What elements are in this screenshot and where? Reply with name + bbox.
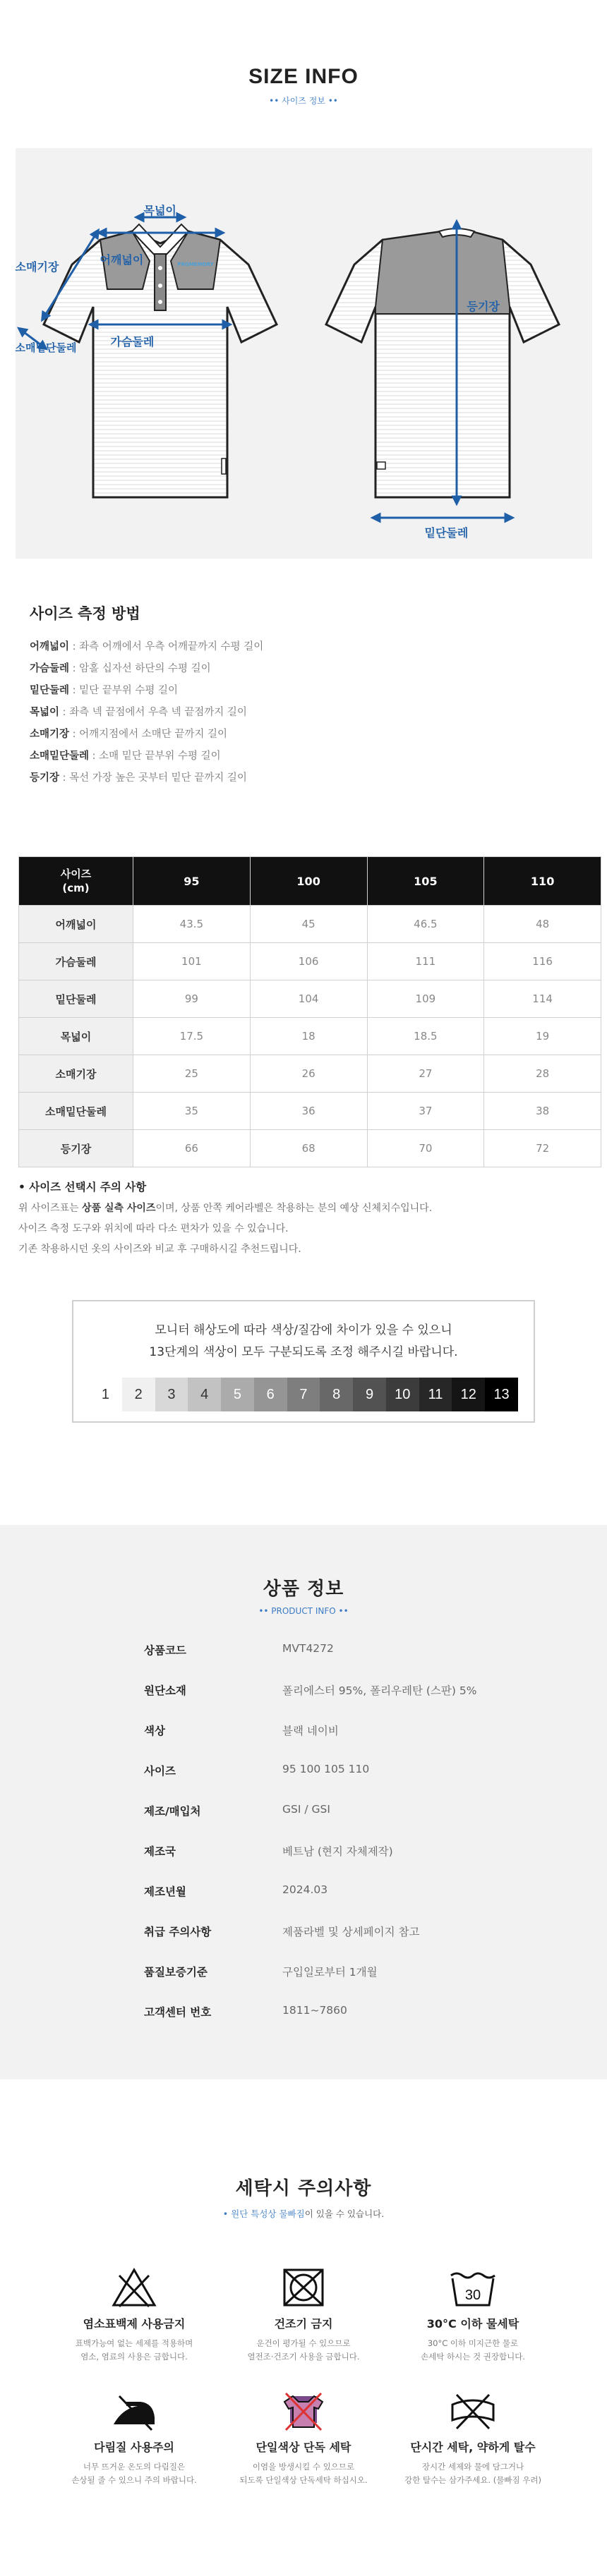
row-header: 소매기장 xyxy=(19,1055,133,1093)
table-row xyxy=(19,1130,601,1167)
corner-label: 사이즈 xyxy=(60,868,92,880)
product-info-value: 블랙 네이비 xyxy=(282,1725,339,1737)
notes-line-1-pre: 위 사이즈표는 xyxy=(18,1203,83,1214)
label-sleeve-hem: 소매밑단둘레 xyxy=(15,341,77,354)
table-cell: 70 xyxy=(367,1130,484,1167)
table-cell: 38 xyxy=(484,1093,601,1130)
care-sub-bullet: • xyxy=(222,2209,232,2219)
care-desc-line: 열전조·건조기 사용을 금합니다. xyxy=(247,2352,360,2362)
table-cell: 48 xyxy=(484,906,601,943)
care-desc-line: 되도록 단일색상 단독세탁 하십시오. xyxy=(239,2475,368,2485)
size-info-header xyxy=(0,0,607,148)
care-item-desc xyxy=(219,2460,388,2487)
table-cell: 66 xyxy=(133,1130,251,1167)
table-cell: 99 xyxy=(133,980,251,1018)
care-desc-line: 손세탁 하시는 것 권장합니다. xyxy=(421,2352,525,2362)
method-desc: : 어깨지점에서 소매단 끝까지 길이 xyxy=(69,729,228,740)
wash-temp-label: 30 xyxy=(464,2288,481,2303)
product-info-value: 제품라벨 및 상세페이지 참고 xyxy=(282,1926,420,1938)
label-neck: 목넓이 xyxy=(143,204,176,217)
corner-unit: (cm) xyxy=(62,882,90,894)
method-list xyxy=(30,636,607,789)
product-info-list xyxy=(144,1642,476,2044)
care-sub-highlight: 원단 특성상 물빠짐 xyxy=(231,2209,305,2219)
table-cell: 26 xyxy=(250,1055,367,1093)
table-cell: 25 xyxy=(133,1055,251,1093)
gray-swatch: 11 xyxy=(419,1378,452,1411)
table-row xyxy=(19,906,601,943)
table-cell: 18 xyxy=(250,1018,367,1055)
gray-swatch: 7 xyxy=(287,1378,320,1411)
method-row xyxy=(30,680,607,702)
care-item-title: 30°C 이하 물세탁 xyxy=(426,2317,519,2331)
gray-swatch: 10 xyxy=(386,1378,419,1411)
size-info-subtitle: •• 사이즈 정보 •• xyxy=(269,96,338,106)
gray-swatch: 12 xyxy=(452,1378,485,1411)
product-info-value: MVT4272 xyxy=(282,1642,334,1655)
care-item xyxy=(49,2266,219,2364)
method-desc: : 밑단 끝부위 수평 길이 xyxy=(69,685,179,696)
product-info-key: 사이즈 xyxy=(144,1765,176,1778)
care-icons-grid xyxy=(49,2266,558,2487)
product-info-row xyxy=(144,1843,476,1883)
gray-swatch: 1 xyxy=(89,1378,122,1411)
back-shirt xyxy=(326,229,559,497)
product-info-row xyxy=(144,1763,476,1803)
method-row xyxy=(30,767,607,789)
gentle-wash-icon xyxy=(388,2389,558,2433)
care-desc-line: 운건이 평가될 수 있으므로 xyxy=(256,2338,351,2348)
product-info-value: 베트남 (현지 자체제작) xyxy=(282,1845,393,1858)
care-item-title: 염소표백제 사용금지 xyxy=(83,2317,186,2331)
table-row xyxy=(19,1055,601,1093)
size-col-header: 95 xyxy=(133,857,251,906)
method-row xyxy=(30,658,607,680)
product-info-value: 95 100 105 110 xyxy=(282,1763,370,1775)
care-desc-line: 염소, 염료의 사용은 금합니다. xyxy=(80,2352,188,2362)
label-hem: 밑단둘레 xyxy=(424,526,469,540)
care-desc-line: 손상될 줄 수 있으니 주의 바랍니다. xyxy=(71,2475,197,2485)
table-cell: 72 xyxy=(484,1130,601,1167)
method-desc: : 암홀 십자선 하단의 수평 길이 xyxy=(69,663,211,674)
product-info-key: 색상 xyxy=(144,1725,165,1737)
product-info-row xyxy=(144,1642,476,1682)
table-cell: 35 xyxy=(133,1093,251,1130)
care-item xyxy=(219,2266,388,2364)
care-item-title: 단일색상 단독 세탁 xyxy=(256,2441,351,2454)
care-item xyxy=(388,2389,558,2487)
care-item-desc xyxy=(49,2460,219,2487)
care-desc-line: 강한 탈수는 삼가주세요. (물빠짐 우려) xyxy=(404,2475,541,2485)
product-info-key: 취급 주의사항 xyxy=(144,1926,212,1938)
shirt-diagram-illustration xyxy=(16,148,592,559)
product-info-row xyxy=(144,1964,476,2004)
monitor-line-2: 13단계의 색상이 모두 구분되도록 조정 해주시길 바랍니다. xyxy=(149,1345,458,1359)
product-info-section xyxy=(0,1525,607,2079)
care-item-title: 건조기 금지 xyxy=(274,2317,333,2331)
product-info-row xyxy=(144,1883,476,1924)
row-header: 목넓이 xyxy=(19,1018,133,1055)
product-info-key: 상품코드 xyxy=(144,1644,186,1657)
table-cell: 106 xyxy=(250,943,367,980)
table-row xyxy=(19,943,601,980)
label-sleeve-length: 소매기장 xyxy=(15,260,59,274)
product-info-value: 폴리에스터 95%, 폴리우레탄 (스판) 5% xyxy=(282,1684,477,1697)
care-item-desc xyxy=(388,2460,558,2487)
notes-line-1 xyxy=(18,1198,607,1219)
method-term: 소매기장 xyxy=(30,729,70,740)
method-term: 어깨넓이 xyxy=(30,641,70,652)
table-cell: 46.5 xyxy=(367,906,484,943)
care-subtitle xyxy=(0,2207,607,2220)
notes-line-3: 기존 착용하시던 옷의 사이즈와 비교 후 구매하시길 추천드립니다. xyxy=(18,1244,301,1255)
row-header: 등기장 xyxy=(19,1130,133,1167)
table-cell: 104 xyxy=(250,980,367,1018)
brand-text: PROMEMORY xyxy=(177,262,214,267)
size-notes xyxy=(0,1167,607,1300)
product-info-row xyxy=(144,1682,476,1723)
care-item-desc xyxy=(49,2337,219,2364)
table-cell: 36 xyxy=(250,1093,367,1130)
care-item xyxy=(49,2389,219,2487)
product-info-row xyxy=(144,1803,476,1843)
product-info-value: 1811~7860 xyxy=(282,2004,347,2017)
method-desc: : 좌측 어깨에서 우측 어깨끝까지 수평 길이 xyxy=(69,641,264,652)
care-item xyxy=(219,2389,388,2487)
front-shirt xyxy=(44,224,277,497)
notes-title: • 사이즈 선택시 주의 사항 xyxy=(18,1181,147,1193)
method-desc: : 좌측 넥 끝점에서 우측 넥 끝점까지 길이 xyxy=(59,707,247,718)
method-term: 소매밑단둘레 xyxy=(30,751,90,762)
size-col-header: 110 xyxy=(484,857,601,906)
notes-line-2: 사이즈 측정 도구와 위치에 따라 다소 편차가 있을 수 있습니다. xyxy=(18,1223,289,1234)
care-item-title: 단시간 세탁, 약하게 탈수 xyxy=(410,2441,536,2454)
table-cell: 111 xyxy=(367,943,484,980)
method-row xyxy=(30,746,607,767)
table-cell: 45 xyxy=(250,906,367,943)
table-cell: 116 xyxy=(484,943,601,980)
gray-scale-swatches xyxy=(89,1378,518,1411)
row-header: 밑단둘레 xyxy=(19,980,133,1018)
product-info-row xyxy=(144,2004,476,2044)
method-term: 목넓이 xyxy=(30,707,60,718)
label-length: 등기장 xyxy=(467,300,500,313)
care-desc-line: 표백가능여 없는 세제를 적용하며 xyxy=(75,2338,193,2348)
care-item-title: 다림질 사용주의 xyxy=(94,2441,174,2454)
table-row xyxy=(19,1018,601,1055)
size-col-header: 100 xyxy=(250,857,367,906)
row-header: 어깨넓이 xyxy=(19,906,133,943)
gray-swatch: 6 xyxy=(254,1378,287,1411)
notes-line-1-bold: 상품 실측 사이즈 xyxy=(82,1203,156,1214)
product-info-value: GSI / GSI xyxy=(282,1803,330,1816)
product-info-row xyxy=(144,1924,476,1964)
care-item xyxy=(388,2266,558,2364)
wash-30-icon xyxy=(388,2266,558,2309)
table-cell: 27 xyxy=(367,1055,484,1093)
care-desc-line: 장시간 세제와 물에 담그거나 xyxy=(421,2462,524,2472)
method-term: 가슴둘레 xyxy=(30,663,70,674)
size-diagram xyxy=(16,148,592,559)
row-header: 가슴둘레 xyxy=(19,943,133,980)
table-cell: 109 xyxy=(367,980,484,1018)
notes-line-1-post: 이며, 상품 안쪽 케어라벨은 착용하는 분의 예상 신체치수입니다. xyxy=(155,1203,433,1214)
table-cell: 68 xyxy=(250,1130,367,1167)
product-info-key: 원단소재 xyxy=(144,1684,186,1697)
table-row xyxy=(19,1093,601,1130)
method-row xyxy=(30,724,607,746)
product-info-title: 상품 정보 xyxy=(263,1579,344,1600)
iron-caution-icon xyxy=(49,2389,219,2433)
product-info-key: 제조/매입처 xyxy=(144,1805,201,1818)
method-term: 등기장 xyxy=(30,772,60,784)
product-info-key: 제조국 xyxy=(144,1845,176,1858)
method-desc: : 목선 가장 높은 곳부터 밑단 끝까지 길이 xyxy=(59,772,247,784)
row-header: 소매밑단둘레 xyxy=(19,1093,133,1130)
table-cell: 101 xyxy=(133,943,251,980)
no-bleach-icon xyxy=(49,2266,219,2309)
table-cell: 18.5 xyxy=(367,1018,484,1055)
table-cell: 43.5 xyxy=(133,906,251,943)
size-info-title: SIZE INFO xyxy=(248,65,359,88)
table-row xyxy=(19,980,601,1018)
method-term: 밑단둘레 xyxy=(30,685,70,696)
gray-swatch: 8 xyxy=(320,1378,353,1411)
table-cell: 37 xyxy=(367,1093,484,1130)
gray-swatch: 2 xyxy=(122,1378,155,1411)
method-row xyxy=(30,636,607,658)
size-table-corner xyxy=(19,857,133,906)
table-cell: 19 xyxy=(484,1018,601,1055)
table-cell: 17.5 xyxy=(133,1018,251,1055)
method-title: 사이즈 측정 방법 xyxy=(30,605,140,622)
measurement-method xyxy=(0,559,607,856)
monitor-line-1: 모니터 해상도에 따라 색상/질감에 차이가 있을 수 있으니 xyxy=(155,1323,452,1337)
care-desc-line: 너무 뜨거운 온도의 다림질은 xyxy=(83,2462,186,2472)
label-chest: 가슴둘레 xyxy=(110,335,155,348)
size-table-header xyxy=(19,857,601,906)
wash-separately-icon xyxy=(219,2389,388,2433)
gray-swatch: 13 xyxy=(485,1378,518,1411)
no-tumble-dry-icon xyxy=(219,2266,388,2309)
monitor-calibration-box xyxy=(72,1300,535,1423)
size-col-header: 105 xyxy=(367,857,484,906)
table-cell: 114 xyxy=(484,980,601,1018)
label-shoulder: 어깨넓이 xyxy=(100,253,144,267)
product-info-row xyxy=(144,1723,476,1763)
care-desc-line: 이염을 방생시킬 수 있으므로 xyxy=(252,2462,355,2472)
care-item-desc xyxy=(219,2337,388,2364)
gray-swatch: 9 xyxy=(353,1378,386,1411)
care-section xyxy=(0,2140,607,2576)
product-info-value: 2024.03 xyxy=(282,1883,328,1896)
care-sub-rest: 이 있을 수 있습니다. xyxy=(304,2209,385,2219)
gray-swatch: 5 xyxy=(221,1378,254,1411)
product-info-value: 구입일로부터 1개월 xyxy=(282,1966,378,1979)
care-desc-line: 30°C 이하 미지근한 물로 xyxy=(427,2338,519,2348)
gray-swatch: 4 xyxy=(188,1378,221,1411)
size-table xyxy=(18,856,601,1167)
product-info-key: 고객센터 번호 xyxy=(144,2006,212,2019)
table-cell: 28 xyxy=(484,1055,601,1093)
method-desc: : 소매 밑단 끝부위 수평 길이 xyxy=(89,751,221,762)
gray-swatch: 3 xyxy=(155,1378,188,1411)
product-info-key: 품질보증기준 xyxy=(144,1966,208,1979)
product-info-subtitle: •• PRODUCT INFO •• xyxy=(258,1606,349,1616)
care-item-desc xyxy=(388,2337,558,2364)
product-info-key: 제조년월 xyxy=(144,1885,186,1898)
care-title: 세탁시 주의사항 xyxy=(235,2178,372,2199)
method-row xyxy=(30,702,607,724)
